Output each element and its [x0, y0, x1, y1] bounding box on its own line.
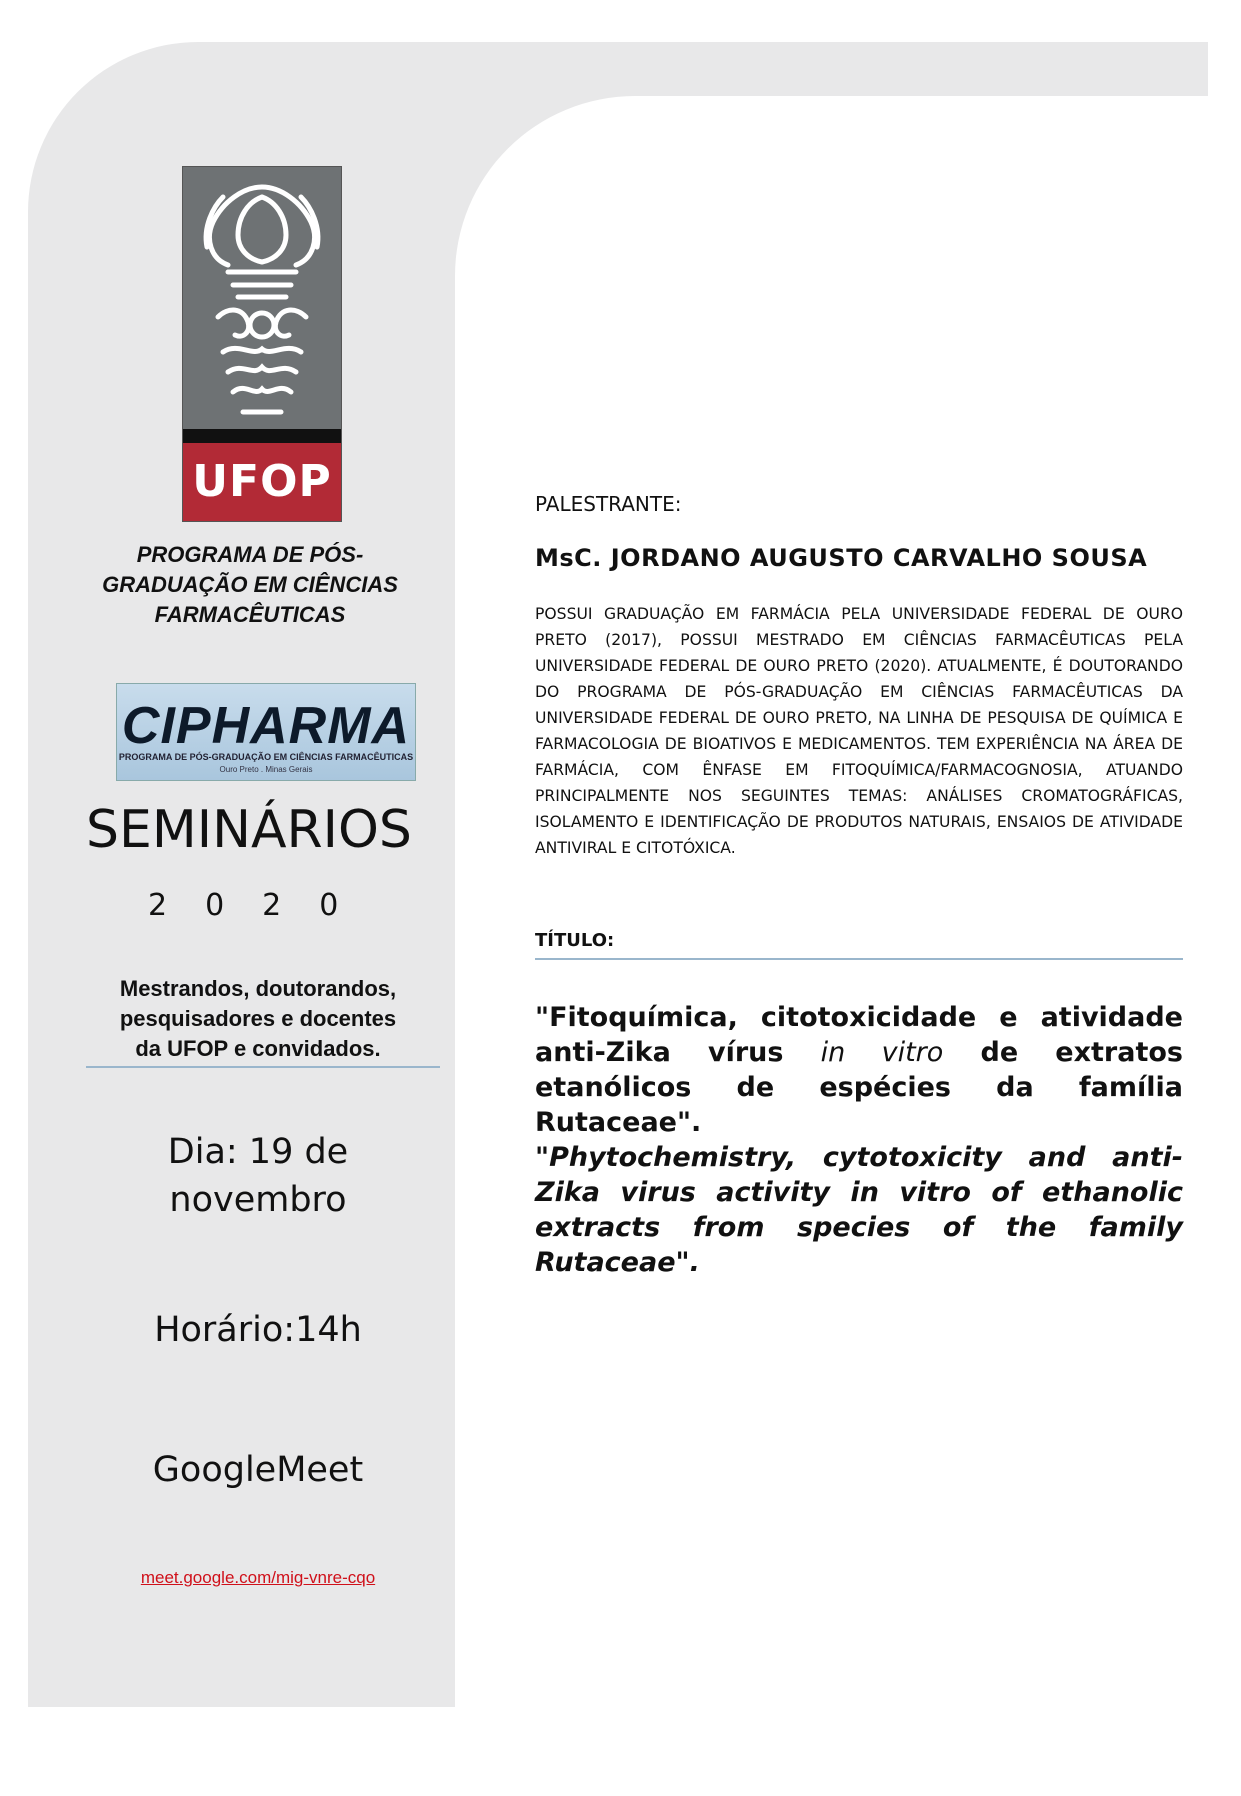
program-line: GRADUAÇÃO EM CIÊNCIAS — [102, 572, 398, 597]
speaker-label: PALESTRANTE: — [535, 492, 682, 516]
cipharma-location: Ouro Preto . Minas Gerais — [219, 765, 313, 774]
speaker-name: MsC. JORDANO AUGUSTO CARVALHO SOUSA — [535, 544, 1148, 572]
date-line: novembro — [169, 1180, 347, 1220]
ufop-logo — [182, 166, 342, 522]
audience-line: pesquisadores e docentes — [119, 1006, 397, 1031]
talk-title-en: "Phytochemistry, cytotoxicity and anti-Zika virus activity in vitro of ethanolic extracts from species of the family Rutaceae". — [535, 1142, 1183, 1278]
cipharma-subtitle: PROGRAMA DE PÓS-GRADUAÇÃO EM CIÊNCIAS FARMACÊUTICAS — [118, 752, 414, 762]
audience-line: Mestrandos, doutorandos, — [119, 976, 397, 1001]
event-year: 2020 — [148, 888, 377, 923]
program-name — [90, 540, 410, 630]
talk-title-pt-italic: in vitro — [820, 1037, 944, 1068]
ufop-logo-text: UFOP — [183, 443, 341, 521]
cipharma-name: CIPHARMA — [121, 697, 411, 755]
event-title: SEMINÁRIOS — [86, 800, 412, 860]
event-platform: GoogleMeet — [152, 1450, 364, 1490]
talk-title-pt-part1: "Fitoquímica, citotoxicidade e atividade anti-Zika vírus — [535, 1002, 1183, 1068]
cipharma-logo — [116, 683, 416, 781]
meet-link[interactable]: meet.google.com/mig-vnre-cqo — [140, 1568, 376, 1587]
speaker-bio: POSSUI GRADUAÇÃO EM FARMÁCIA PELA UNIVERSIDADE FEDERAL DE OURO PRETO (2017), POSSUI MESTRADO EM CIÊNCIAS FARMACÊUTICAS PELA UNIVERSIDADE FEDERAL DE OURO PRETO (2020). ATUALMENTE, É DOUTORANDO DO PROGRAMA DE PÓS-GRADUAÇÃO EM CIÊNCIAS FARMACÊUTICAS DA UNIVERSIDADE FEDERAL DE OURO PRETO, NA LINHA DE PESQUISA DE QUÍMICA E FARMACOLOGIA DE BIOATIVOS E MEDICAMENTOS. TEM EXPERIÊNCIA NA ÁREA DE FARMÁCIA, COM ÊNFASE EM FITOQUÍMICA/FARMACOGNOSIA, ATUANDO PRINCIPALMENTE NOS SEGUINTES TEMAS: ANÁLISES CROMATOGRÁFICAS, ISOLAMENTO E IDENTIFICAÇÃO DE PRODUTOS NATURAIS, ENSAIOS DE ATIVIDADE ANTIVIRAL E CITOTÓXICA. — [535, 605, 1183, 857]
event-date — [118, 1128, 398, 1224]
event-time: Horário:14h — [154, 1310, 362, 1350]
date-line: Dia: 19 de — [167, 1132, 349, 1172]
talk-title-pt — [535, 1000, 1183, 1140]
program-line: PROGRAMA DE PÓS- — [136, 542, 364, 567]
title-label: TÍTULO: — [535, 930, 615, 951]
audience-text — [98, 974, 418, 1064]
program-line: FARMACÊUTICAS — [154, 602, 346, 627]
divider — [86, 1066, 440, 1068]
ufop-logo-stripe — [183, 429, 341, 443]
left-column — [28, 0, 455, 1754]
ufop-crest-icon — [183, 167, 341, 429]
audience-line: da UFOP e convidados. — [135, 1036, 381, 1061]
divider — [535, 958, 1183, 960]
talk-title-pt-part2: de extratos etanólicos de espécies da família Rutaceae". — [535, 1037, 1183, 1138]
